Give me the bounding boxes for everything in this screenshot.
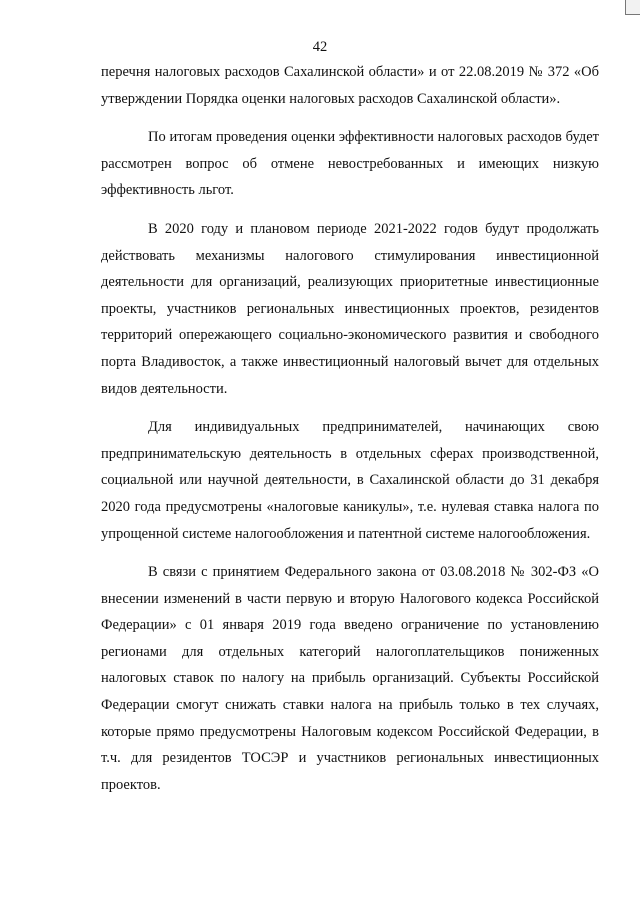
paragraph-federal-law: В связи с принятием Федерального закона от 03.08.2018 № 302-ФЗ «О внесении изменений в части первую и вторую Налогового кодекса Российской Федерации» с 01 января 2019 года введено ограничение по установлению регионами для отдельных категорий налогоплательщиков пониженных налоговых ставок по налогу на прибыль организаций. Субъекты Российской Федерации смогут снижать ставки налога на прибыль только в тех случаях, которые прямо предусмотрены Налоговым кодексом Российской Федерации, в т.ч. для резидентов ТОСЭР и участников региональных инвестиционных проектов.: [101, 564, 599, 793]
paragraph-investment-incentives: В 2020 году и плановом периоде 2021-2022 годов будут продолжать действовать механизмы налогового стимулирования инвестиционной деятельности для организаций, реализующих приоритетные инвестиционные проекты, участников региональных инвестиционных проектов, резидентов территорий опережающего социально-экономического развития и свободного порта Владивосток, а также инвестиционный налоговый вычет для отдельных видов деятельности.: [101, 220, 599, 397]
paragraph-evaluation-results: По итогам проведения оценки эффективности налоговых расходов будет рассмотрен вопрос об отмене невостребованных и имеющих низкую эффективность льгот.: [101, 129, 599, 199]
paragraph-tax-holidays: Для индивидуальных предпринимателей, начинающих свою предпринимательскую деятельность в отдельных сферах производственной, социальной или научной деятельности, в Сахалинской области до 31 декабря 2020 года предусмотрены «налоговые каникулы», т.е. нулевая ставка налога по упрощенной системе налогообложения и патентной системе налогообложения.: [101, 419, 599, 542]
page-number: 42: [312, 39, 328, 55]
document-body: [101, 59, 599, 798]
paragraph-continuation: перечня налоговых расходов Сахалинской области» и от 22.08.2019 № 372 «Об утверждении Порядка оценки налоговых расходов Сахалинской области».: [101, 64, 599, 107]
page-corner-mark: [625, 0, 640, 15]
